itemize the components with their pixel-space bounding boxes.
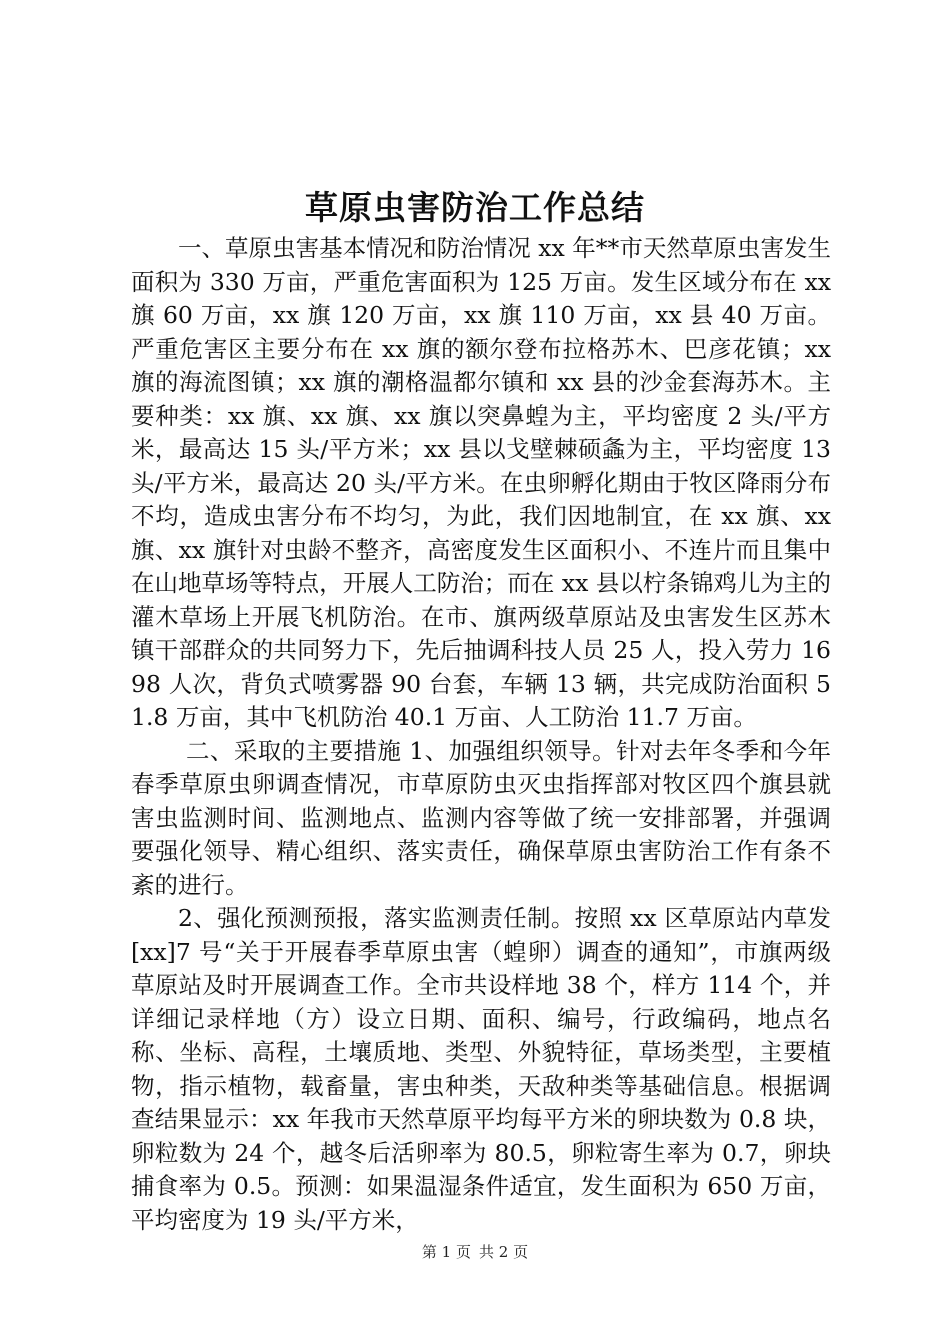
page-number: 第 1 页 — [421, 1243, 471, 1261]
paragraph-measures: 二、采取的主要措施 1、加强组织领导。针对去年冬季和今年春季草原虫卵调查情况，市草原防虫灭虫指挥部对牧区四个旗县就害虫监测时间、监测地点、监测内容等做了统一安排部署，并强调要强化领导、精心组织、落实责任，确保草原虫害防治工作有条不紊的进行。 — [131, 736, 831, 899]
document-body — [131, 232, 831, 1237]
document-title: 草原虫害防治工作总结 — [305, 188, 645, 227]
page-total: 共 2 页 — [479, 1243, 529, 1261]
page-footer — [0, 1242, 950, 1262]
paragraph-monitoring: 2、强化预测预报，落实监测责任制。按照 xx 区草原站内草发[xx]7 号“关于开展春季草原虫害（蝗卵）调查的通知”，市旗两级草原站及时开展调查工作。全市共设样地 38 个，样方 114 个，并详细记录样地（方）设立日期、面积、编号，行政编码，地点名称、坐标、高程，土壤质地、类型、外貌特征，草场类型，主要植物，指示植物，载畜量，害虫种类，天敌种类等基础信息。根据调查结果显示：xx 年我市天然草原平均每平方米的卵块数为 0.8 块，卵粒数为 24 个，越冬后活卵率为 80.5，卵粒寄生率为 0.7，卵块捕食率为 0.5。预测：如果温湿条件适宜，发生面积为 650 万亩，平均密度为 19 头/平方米， — [131, 904, 831, 1234]
paragraph-overview: 一、草原虫害基本情况和防治情况 xx 年**市天然草原虫害发生面积为 330 万亩，严重危害面积为 125 万亩。发生区域分布在 xx 旗 60 万亩，xx 旗 120 万亩，xx 旗 110 万亩，xx 县 40 万亩。严重危害区主要分布在 xx 旗的额尔登布拉格苏木、巴彦花镇；xx 旗的海流图镇；xx 旗的潮格温都尔镇和 xx 县的沙金套海苏木。主要种类：xx 旗、xx 旗、xx 旗以突鼻蝗为主，平均密度 2 头/平方米，最高达 15 头/平方米；xx 县以戈壁棘硕螽为主，平均密度 13 头/平方米，最高达 20 头/平方米。在虫卵孵化期由于牧区降雨分布不均，造成虫害分布不均匀，为此，我们因地制宜，在 xx 旗、xx 旗、xx 旗针对虫龄不整齐，高密度发生区面积小、不连片而且集中在山地草场等特点，开展人工防治；而在 xx 县以柠条锦鸡儿为主的灌木草场上开展飞机防治。在市、旗两级草原站及虫害发生区苏木镇干部群众的共同努力下，先后抽调科技人员 25 人，投入劳力 1698 人次，背负式喷雾器 90 台套，车辆 13 辆，共完成防治面积 51.8 万亩，其中飞机防治 40.1 万亩、人工防治 11.7 万亩。 — [131, 234, 831, 731]
